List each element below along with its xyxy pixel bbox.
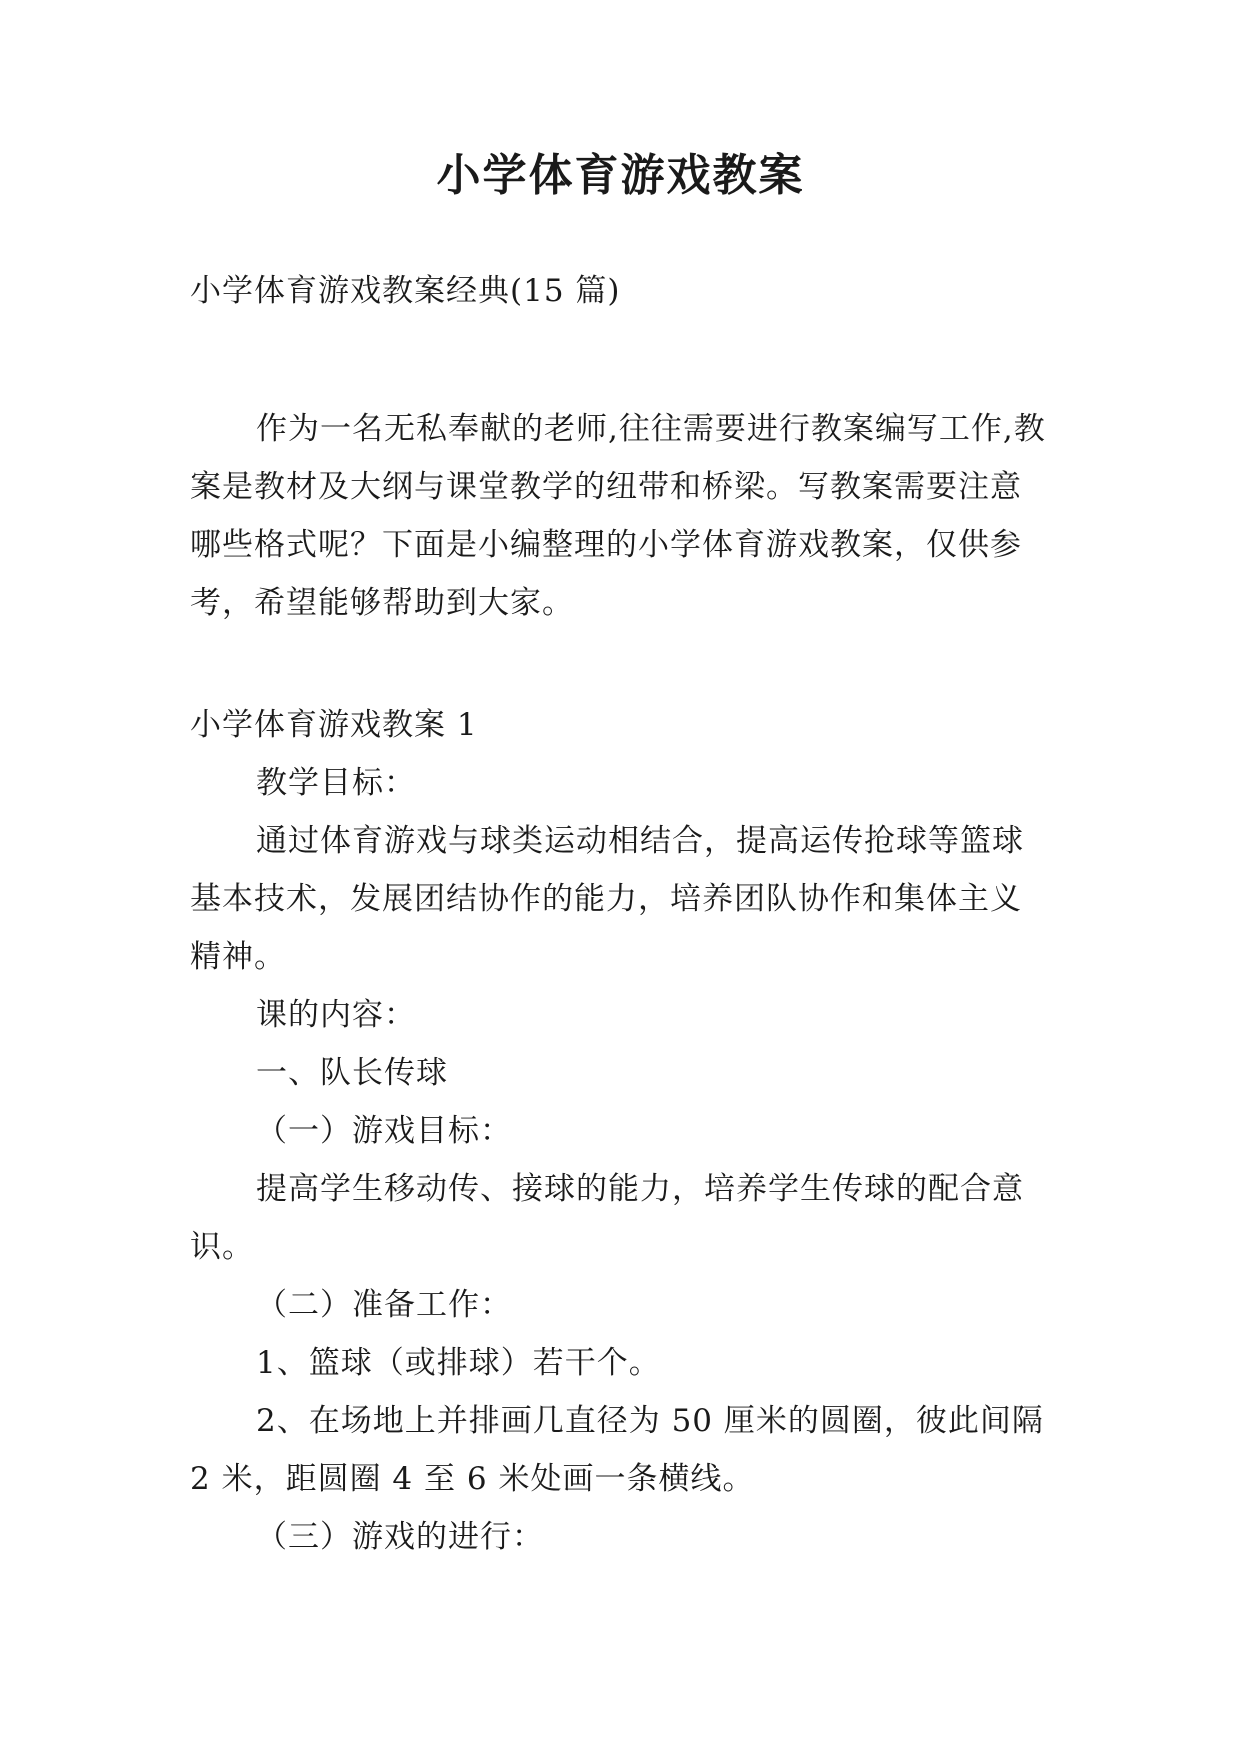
document-title: 小学体育游戏教案 [436,150,805,201]
preparation-label: （二）准备工作： [256,1287,512,1323]
lesson-content-label: 课的内容： [256,997,416,1033]
intro-text: 作为一名无私奉献的老师,往往需要进行教案编写工作,教案是教材及大纲与课堂教学的纽带和桥梁。写教案需要注意哪些格式呢？下面是小编整理的小学体育游戏教案，仅供参考，希望能够帮助到大家。 [190,411,1046,621]
teaching-goal-text: 通过体育游戏与球类运动相结合，提高运传抢球等篮球基本技术，发展团结协作的能力，培养团队协作和集体主义精神。 [190,823,1024,975]
teaching-goal-label: 教学目标： [256,765,416,801]
game-goal-label: （一）游戏目标： [256,1113,512,1149]
subtitle-text: 小学体育游戏教案经典(15 篇) [190,273,621,309]
preparation-item-2: 2、在场地上并排画几直径为 50 厘米的圆圈，彼此间隔 2 米，距圆圈 4 至 6 米处画一条横线。 [190,1403,1044,1497]
document-subtitle [190,262,1052,320]
game-procedure-label: （三）游戏的进行： [256,1519,544,1555]
game-goal-text: 提高学生移动传、接球的能力，培养学生传球的配合意识。 [190,1171,1024,1265]
section-heading: 小学体育游戏教案 1 [190,707,478,743]
intro-paragraph [190,400,1052,632]
lesson-section [190,696,1052,1566]
activity-heading: 一、队长传球 [256,1055,448,1091]
preparation-item-1: 1、篮球（或排球）若干个。 [256,1345,661,1381]
